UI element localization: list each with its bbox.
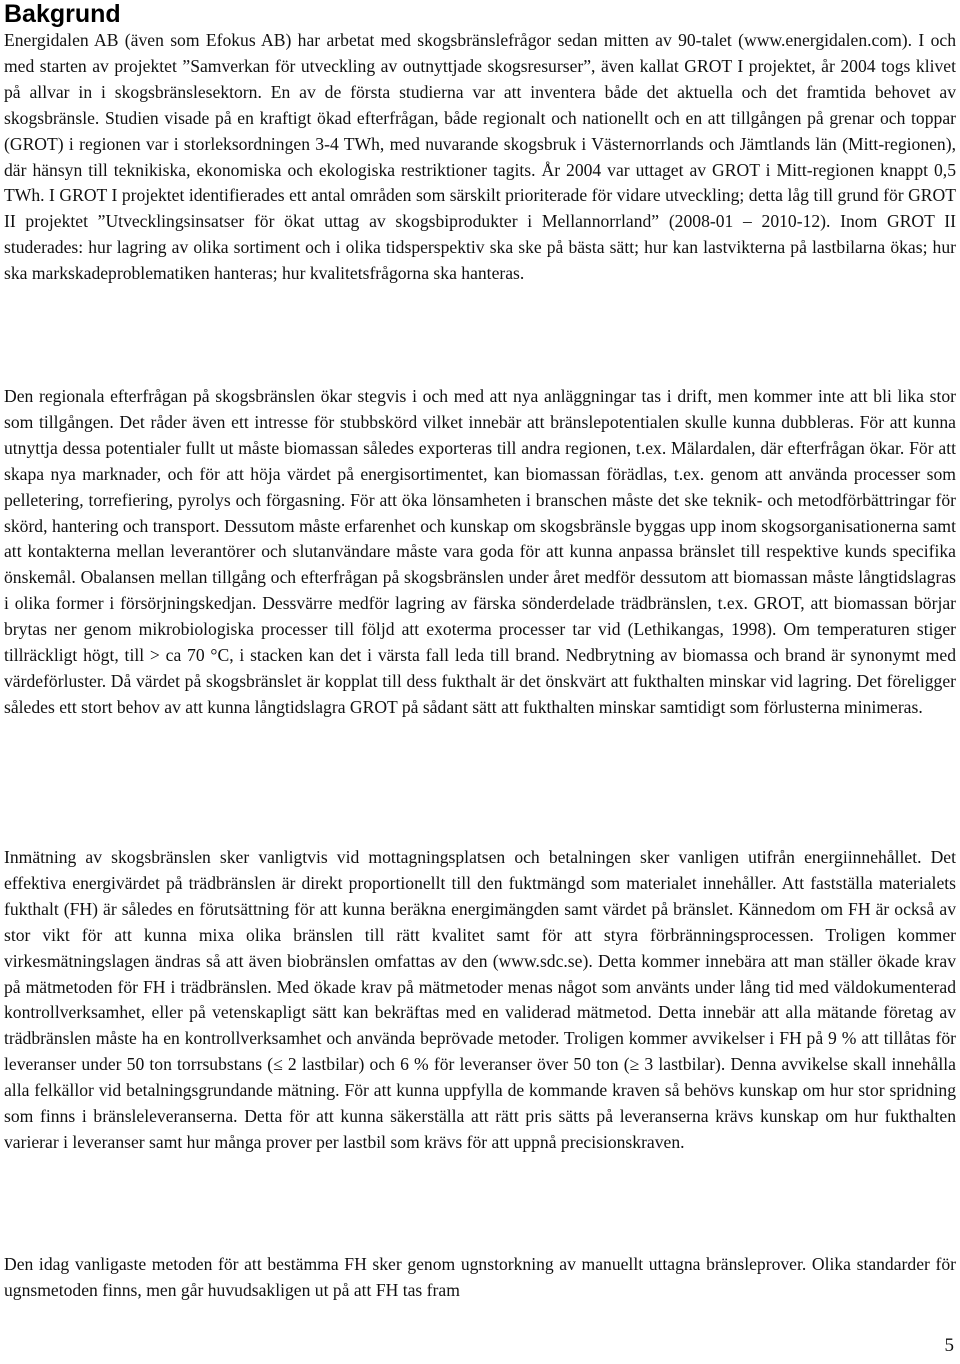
paragraph-measurement: Inmätning av skogsbränslen sker vanligtvis vid mottagningsplatsen och betalningen sker vanligen utifrån energiinnehållet. Det effektiva energivärdet på trädbränslen är direkt proportionellt till den fuktmängd som materialet innehåller. Att fastställa materialets fukthalt (FH) är således en förutsättning för att kunna beräkna energimängden samt värdet på bränslet. Kännedom om FH är också av stor vikt för att kunna mixa olika bränslen till rätt kvalitet samt för att styra förbränningsprocessen. Troligen kommer virkesmätningslagen ändras så att även biobränslen omfattas av den (www.sdc.se). Detta kommer innebära att man ställer ökade krav på mätmetoden för FH i trädbränslen. Med ökade krav på mätmetoder menas något som använts under lång tid med väldokumenterad kontrollverksamhet, eller på vetenskapligt sätt kan bekräftas med en validerad mätmetod. Detta innebär att alla mätande företag av trädbränslen måste ha en kontrollverksamhet och använda beprövade metoder. Troligen kommer avvikelser i FH på 9 % att tillåtas för leveranser under 50 ton torrsubstans (≤ 2 lastbilar) och 6 % för leveranser över 50 ton (≥ 3 lastbilar). Denna avvikelse skall innehålla alla felkällor vid betalningsgrundande mätning. För att kunna uppfylla de kommande kraven så behövs kunskap om hur stor spridning som finns i bränsleleveranserna. Detta för att kunna säkerställa att rätt pris sätts på leveranserna krävs kunskap om hur fukthalten varierar i leveranser samt hur många prover per lastbil som krävs för att uppnå precisionskraven. [4, 847, 956, 1152]
section-heading: Bakgrund [4, 0, 121, 28]
page-number: 5 [944, 1335, 954, 1356]
paragraph-regional-demand: Den regionala efterfrågan på skogsbränslen ökar stegvis i och med att nya anläggningar tas i drift, men kommer inte att bli lika stor som tillgången. Det råder även ett intresse för stubbskörd vilket innebär att bränslepotentialen skulle kunna dubbleras. För att kunna utnyttja dessa potentialer fullt ut måste biomassan således exporteras till andra regionen, t.ex. Mälardalen, där efterfrågan ökar. För att skapa nya marknader, och för att höja värdet på energisortimentet, kan biomassan förädlas, t.ex. genom att använda processer som pelletering, torrefiering, pyrolys och förgasning. För att öka lönsamheten i branschen måste det ske teknik- och metodförbättringar för skörd, hantering och transport. Dessutom måste erfarenhet och kunskap om skogsbränsle byggas upp inom skogsorganisationerna samt att kontakterna mellan leverantörer och slutanvändare måste vara goda för att kunna anpassa bränslet till respektive kunds specifika önskemål. Obalansen mellan tillgång och efterfrågan på skogsbränslen under året medför dessutom att biomassan måste långtidslagras i olika former i försörjningskedjan. Dessvärre medför lagring av färska sönderdelade trädbränslen, t.ex. GROT, att biomassan börjar brytas ner genom mikrobiologiska processer till följd att exoterma processer tar vid (Lethikangas, 1998). Om temperaturen stiger tillräckligt högt, till > ca 70 °C, i stacken kan det i värsta fall leda till brand. Nedbrytning av biomassa och brand är synonymt med värdeförluster. Då värdet på skogsbränslet är kopplat till dess fukthalt är det önskvärt att fukthalten minskar vid lagring. Det föreligger således ett stort behov av att kunna långtidslagra GROT på sådant sätt att fukthalten minskar samtidigt som förlusterna minimeras. [4, 386, 956, 717]
paragraph-oven-method: Den idag vanligaste metoden för att bestämma FH sker genom ugnstorkning av manuellt uttagna bränsleprover. Olika standarder för ugnsmetoden finns, men går huvudsakligen ut på att FH tas fram [4, 1254, 956, 1300]
paragraph-background: Energidalen AB (även som Efokus AB) har arbetat med skogsbränslefrågor sedan mitten av 90-talet (www.energidalen.com). I och med starten av projektet ”Samverkan för utveckling av outnyttjade skogsresurser”, även kallat GROT I projektet, år 2004 togs klivet på allvar in i skogsbränslesektorn. En av de första studierna var att inventera både det aktuella och det framtida behovet av skogsbränsle. Studien visade på en kraftigt ökad efterfrågan, både regionalt och nationellt och en att tillgången på grenar och toppar (GROT) i regionen var i storleksordningen 3-4 TWh, med nuvarande skogsbruk i Västernorrlands och Jämtlands län (Mitt-regionen), där hänsyn till teknikiska, ekonomiska och ekologiska restriktioner tagits. År 2004 var uttaget av GROT i Mitt-regionen knappt 0,5 TWh. I GROT I projektet identifierades ett antal områden som särskilt prioriterade för vidare utveckling; detta låg till grund för GROT II projektet ”Utvecklingsinsatser för ökat uttag av skogsbiprodukter i Mellannorrland” (2008-01 – 2010-12). Inom GROT II studerades: hur lagring av olika sortiment och i olika tidsperspektiv ska ske på bästa sätt; hur kan lastvikterna på lastbilarna ökas; hur ska markskadeproblematiken hanteras; hur kvalitetsfrågorna ska hanteras. [4, 30, 956, 284]
